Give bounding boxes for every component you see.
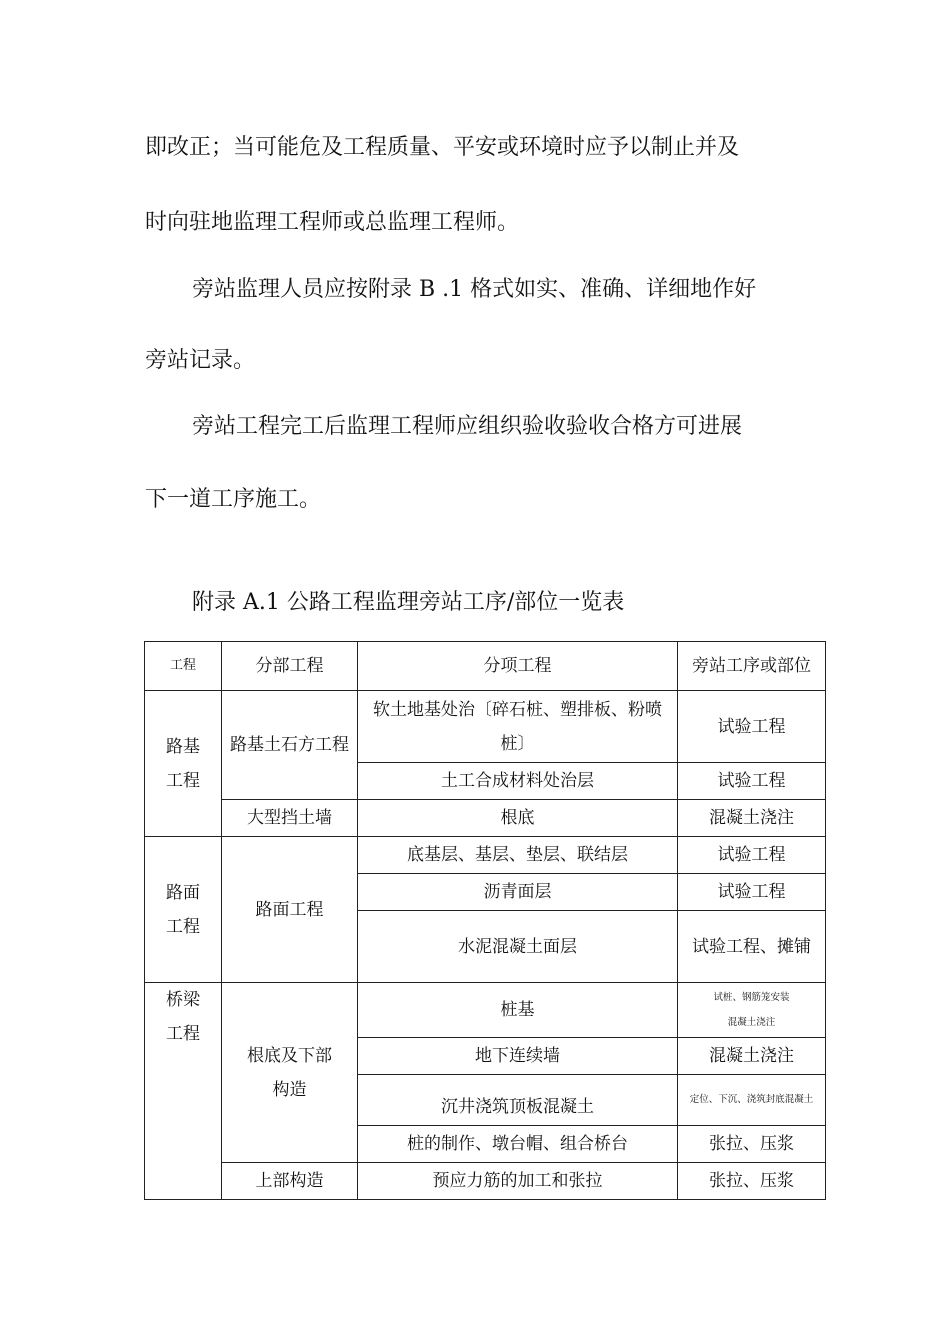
- position-cement-concrete: 试验工程、摊铺: [678, 911, 826, 983]
- body-paragraph-line-2: 时向驻地监理工程师或总监理工程师。: [145, 210, 520, 235]
- table-caption: 附录 A.1 公路工程监理旁站工序/部位一览表: [192, 590, 625, 615]
- table-row: [145, 837, 826, 874]
- table-row: [145, 800, 826, 837]
- item-diaphragm-wall: 地下连续墙: [358, 1038, 678, 1075]
- position-caisson: 定位、下沉、浇筑封底混凝土: [678, 1075, 826, 1126]
- section-superstructure: 上部构造: [222, 1163, 358, 1200]
- table-row: [145, 983, 826, 1038]
- position-pile-foundation-line-1: 试桩、钢筋笼安装: [713, 992, 790, 1003]
- group-bridge-label: 桥梁工程: [166, 990, 200, 1044]
- section-retaining-wall: 大型挡土墙: [222, 800, 358, 837]
- body-paragraph-line-4: 旁站记录。: [145, 348, 256, 373]
- position-pile-foundation: [678, 983, 826, 1038]
- header-project: 工程: [145, 642, 222, 691]
- table-row: [145, 691, 826, 763]
- position-pile-foundation-line-2: 混凝土浇注: [727, 1017, 776, 1028]
- position-asphalt: 试验工程: [678, 874, 826, 911]
- group-bridge: [145, 983, 222, 1200]
- table-row: [145, 1163, 826, 1200]
- item-asphalt: 沥青面层: [358, 874, 678, 911]
- position-diaphragm-wall: 混凝土浇注: [678, 1038, 826, 1075]
- header-item: 分项工程: [358, 642, 678, 691]
- table-header-row: [145, 642, 826, 691]
- group-pavement-label: 路面工程: [166, 882, 200, 937]
- section-pavement-work: 路面工程: [222, 837, 358, 983]
- item-caisson: 沉井浇筑顶板混凝土: [358, 1075, 678, 1126]
- header-position: 旁站工序或部位: [678, 642, 826, 691]
- item-cement-concrete: 水泥混凝土面层: [358, 911, 678, 983]
- section-earthwork: 路基土石方工程: [222, 691, 358, 800]
- item-pile-fabrication: 桩的制作、墩台帽、组合桥台: [358, 1126, 678, 1163]
- item-wall-base: 根底: [358, 800, 678, 837]
- item-geosynthetic: 土工合成材料处治层: [358, 763, 678, 800]
- body-paragraph-line-5: 旁站工程完工后监理工程师应组织验收验收合格方可进展: [192, 414, 743, 439]
- item-prestress: 预应力筋的加工和张拉: [358, 1163, 678, 1200]
- item-base-layers: 底基层、基层、垫层、联结层: [358, 837, 678, 874]
- section-foundation-substructure-label: 根底及下部构造: [246, 1045, 332, 1100]
- body-paragraph-line-3: 旁站监理人员应按附录 B .1 格式如实、准确、详细地作好: [192, 277, 757, 302]
- position-soft-soil: 试验工程: [678, 691, 826, 763]
- item-soft-soil: 软土地基处治〔碎石桩、塑排板、粉喷桩〕: [358, 691, 678, 763]
- position-prestress: 张拉、压浆: [678, 1163, 826, 1200]
- supervision-table: [144, 641, 826, 1200]
- position-base-layers: 试验工程: [678, 837, 826, 874]
- position-wall-base: 混凝土浇注: [678, 800, 826, 837]
- body-paragraph-line-6: 下一道工序施工。: [145, 487, 322, 512]
- group-subgrade: [145, 691, 222, 837]
- group-subgrade-label: 路基工程: [166, 736, 200, 791]
- item-pile-foundation: 桩基: [358, 983, 678, 1038]
- position-geosynthetic: 试验工程: [678, 763, 826, 800]
- body-paragraph-line-1: 即改正；当可能危及工程质量、平安或环境时应予以制止并及: [145, 135, 740, 160]
- section-foundation-substructure: [222, 983, 358, 1163]
- group-pavement: [145, 837, 222, 983]
- header-division: 分部工程: [222, 642, 358, 691]
- position-pile-fabrication: 张拉、压浆: [678, 1126, 826, 1163]
